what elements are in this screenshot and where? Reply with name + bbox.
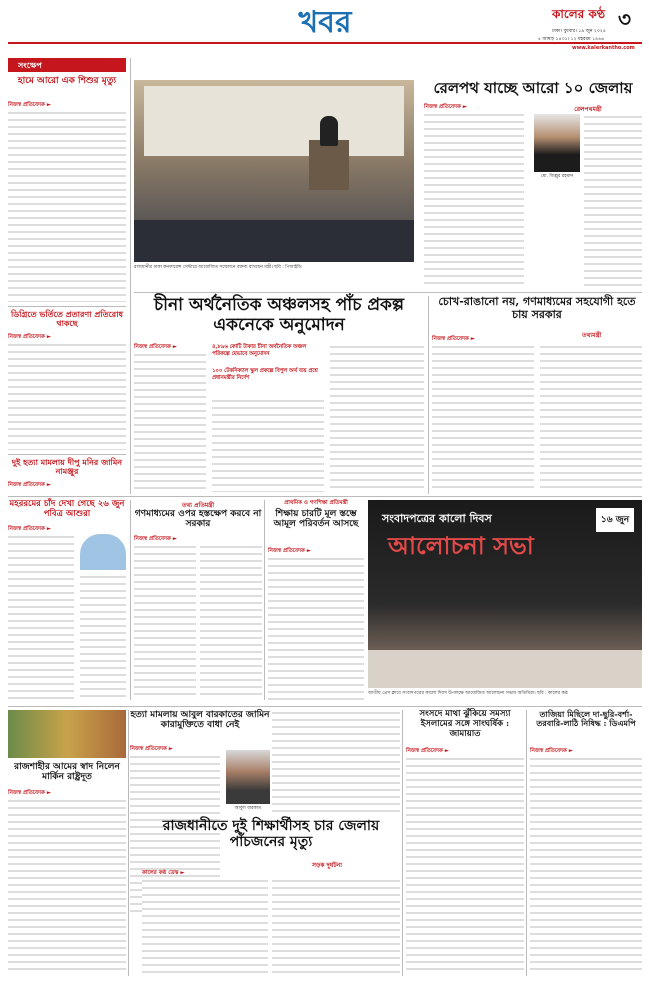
jamaat-story <box>406 710 524 976</box>
lead-story <box>134 80 642 290</box>
jamaat-byline: নিজস্ব প্রতিবেদক ► <box>406 748 449 754</box>
website: www.kalerkantho.com <box>572 45 635 51</box>
accident-body <box>142 878 268 974</box>
divider <box>8 706 642 707</box>
bullet-item: ৪,৮৯৬ কোটি টাকার চীনা অর্থনৈতিক অঞ্চল পরিকল্পে যেভাবে অনুমোদন <box>212 344 307 357</box>
masthead-rule <box>8 42 642 44</box>
china-byline: নিজস্ব প্রতিবেদক ► <box>134 344 177 350</box>
inset-name: মো. জিল্লুর রহমান <box>540 174 574 179</box>
brief-body <box>8 110 126 302</box>
muharram-body <box>8 534 74 700</box>
head-table <box>368 650 642 688</box>
page-number: ৩ <box>618 7 632 31</box>
pressfree-title: গণমাধ্যমের ওপর হস্তক্ষেপ করবে না সরকার <box>134 509 262 530</box>
pressfree-kicker: তথ্য প্রতিমন্ত্রী <box>181 502 215 509</box>
china-body <box>212 398 324 492</box>
audience-row <box>134 220 414 262</box>
babul-story <box>130 710 270 818</box>
education-kicker: প্রাথমিক ও গণশিক্ষা প্রতিমন্ত্রী <box>284 500 348 506</box>
mosque-illustration <box>80 534 126 570</box>
accident-byline: কালের কণ্ঠ ডেস্ক ► <box>142 870 185 876</box>
china-body <box>134 352 206 492</box>
banner-backdrop <box>144 86 404 156</box>
blackday-photo <box>368 500 642 688</box>
education-title: শিক্ষায় চারটি মূল স্তম্ভে আমূল পরিবর্তন আসছে <box>273 509 359 530</box>
jamaat-title: সংসদে মাথা ঝুঁকিয়ে সমস্যা ইসলামের সঙ্গে সাংঘর্ষিক : জামায়াত <box>419 709 511 739</box>
tazia-byline: নিজস্ব প্রতিবেদক ► <box>530 748 573 754</box>
pressfree-body <box>200 544 262 700</box>
media-story <box>432 296 642 494</box>
divider <box>134 292 642 293</box>
babul-portrait <box>226 750 270 804</box>
accident-title: রাজধানীতে দুই শিক্ষার্থীসহ চার জেলায় পাঁচজনের মৃত্যু <box>162 818 380 851</box>
brief-body <box>8 342 126 450</box>
muharram-title: মহররমের চাঁদ দেখা গেছে ২৬ জুন পবিত্র আশুরা <box>9 499 125 519</box>
babul-title: হত্যা মামলায় আবুল বারকাতের জামিন কারামুক্তিতে বাধা নেই <box>130 710 270 731</box>
speaker-figure <box>320 116 338 146</box>
divider <box>8 496 642 497</box>
date-line: ঢাকা। বুধবার। ১৯ জুন ২০২৪ <box>552 29 606 34</box>
tazia-body <box>530 756 642 974</box>
lead-body-right <box>584 114 642 286</box>
column-rule <box>428 296 429 494</box>
brief-title: হামে আরো এক শিশুর মৃত্যু <box>17 76 117 86</box>
pressfree-byline: নিজস্ব প্রতিবেদক ► <box>134 536 177 542</box>
column-rule <box>264 500 265 700</box>
date-line-hijri: ৫ আষাঢ় ১৪৩১। ১২ মহররম ১৪৪৬ <box>538 37 605 42</box>
pressfree-story <box>134 500 262 702</box>
brief-byline: নিজস্ব প্রতিবেদক ► <box>8 334 51 340</box>
column-rule <box>130 500 131 700</box>
china-bullet-box <box>212 344 324 394</box>
jamaat-body <box>406 756 524 974</box>
tazia-title: তাজিয়া মিছিলে দা-ছুরি-বর্শা-তরবারি-লাঠি নিষিদ্ধ : ডিএমপি <box>536 709 636 729</box>
podium <box>309 140 349 190</box>
china-story <box>134 296 424 494</box>
banner-big-text: আলোচনা সভা <box>388 531 534 560</box>
education-byline: নিজস্ব প্রতিবেদক ► <box>268 548 311 554</box>
accident-body <box>272 878 400 974</box>
media-title: চোখ-রাঙানো নয়, গণমাধ্যমের সহযোগী হতে চায় সরকার <box>438 295 636 321</box>
column-rule <box>402 710 403 976</box>
divider <box>8 306 126 307</box>
accident-body <box>272 710 400 814</box>
minister-portrait <box>534 114 580 172</box>
mango-title: রাজশাহীর আমের স্বাদ নিলেন মার্কিন রাষ্ট্রদূত <box>14 762 120 783</box>
media-tag: তথ্যমন্ত্রী <box>582 332 602 339</box>
mango-photo <box>8 710 126 758</box>
banner-small-text: সংবাদপত্রের কালো দিবস <box>382 512 492 525</box>
tazia-story <box>530 710 642 976</box>
babul-photo-caption: আবুল বারকাত <box>234 806 262 811</box>
date-badge: ১৬ জুন <box>596 508 634 532</box>
brief-title: দুই হত্যা মামলায় দীপু মনির জামিন নামঞ্জুর <box>11 457 123 477</box>
muharram-body <box>80 574 126 700</box>
inset-label: রেলপথমন্ত্রী <box>574 106 602 113</box>
section-logo: খবর <box>298 5 352 40</box>
muharram-byline: নিজস্ব প্রতিবেদক ► <box>8 526 51 532</box>
bullet-item: ১০০ টেকনিক্যাল স্কুল প্রকল্পে বিপুল অর্থ ব্যয় প্রশ্নে প্রধানমন্ত্রীর নির্দেশ <box>212 368 318 381</box>
mango-body <box>8 798 126 974</box>
lead-byline: নিজস্ব প্রতিবেদক ► <box>424 104 467 110</box>
pressfree-body <box>134 544 196 700</box>
mango-story <box>8 710 126 976</box>
education-body <box>268 556 364 700</box>
paper-name: কালের কণ্ঠ <box>552 7 606 21</box>
brief-byline: নিজস্ব প্রতিবেদক ► <box>8 482 51 488</box>
sidebar-briefs <box>8 58 126 494</box>
china-title: চীনা অর্থনৈতিক অঞ্চলসহ পাঁচ প্রকল্প একনেকে অনুমোদন <box>153 295 405 335</box>
muharram-story <box>8 500 126 702</box>
babul-byline: নিজস্ব প্রতিবেদক ► <box>130 746 173 752</box>
media-byline: নিজস্ব প্রতিবেদক ► <box>432 336 475 342</box>
sidebar-label: সংক্ষেপ <box>8 58 126 72</box>
media-body <box>432 344 534 492</box>
mango-byline: নিজস্ব প্রতিবেদক ► <box>8 790 51 796</box>
column-rule <box>128 710 129 976</box>
divider <box>8 454 126 455</box>
accident-tag: সড়ক দুর্ঘটনা <box>312 862 342 869</box>
column-rule <box>526 710 527 976</box>
media-body <box>540 344 642 492</box>
education-story <box>268 500 364 702</box>
lead-body <box>424 112 524 286</box>
blackday-caption: জাতীয় প্রেস ক্লাবে সংবাদপত্রের কালো দিবস উপলক্ষে আয়োজিত আলোচনা সভায় অতিথিরা। ছবি : কালের কণ্ঠ <box>368 691 568 696</box>
lead-photo-caption: রাজধানীর ঢাকা কনফারেন্স সেন্টারে আয়োজিত সম্মেলনে বক্তব্য রাখছেন মন্ত্রী। ছবি : পিআইডি <box>134 265 302 270</box>
china-body <box>330 344 424 492</box>
lead-title: রেলপথ যাচ্ছে আরো ১০ জেলায় <box>433 79 633 97</box>
masthead <box>0 0 650 56</box>
lead-photo <box>134 80 414 262</box>
brief-title: ডিগ্রিতে ভর্তিতে প্রতারণা প্রতিরোধ থাকছে <box>10 309 124 329</box>
column-rule <box>130 58 131 494</box>
brief-byline: নিজস্ব প্রতিবেদক ► <box>8 102 51 108</box>
